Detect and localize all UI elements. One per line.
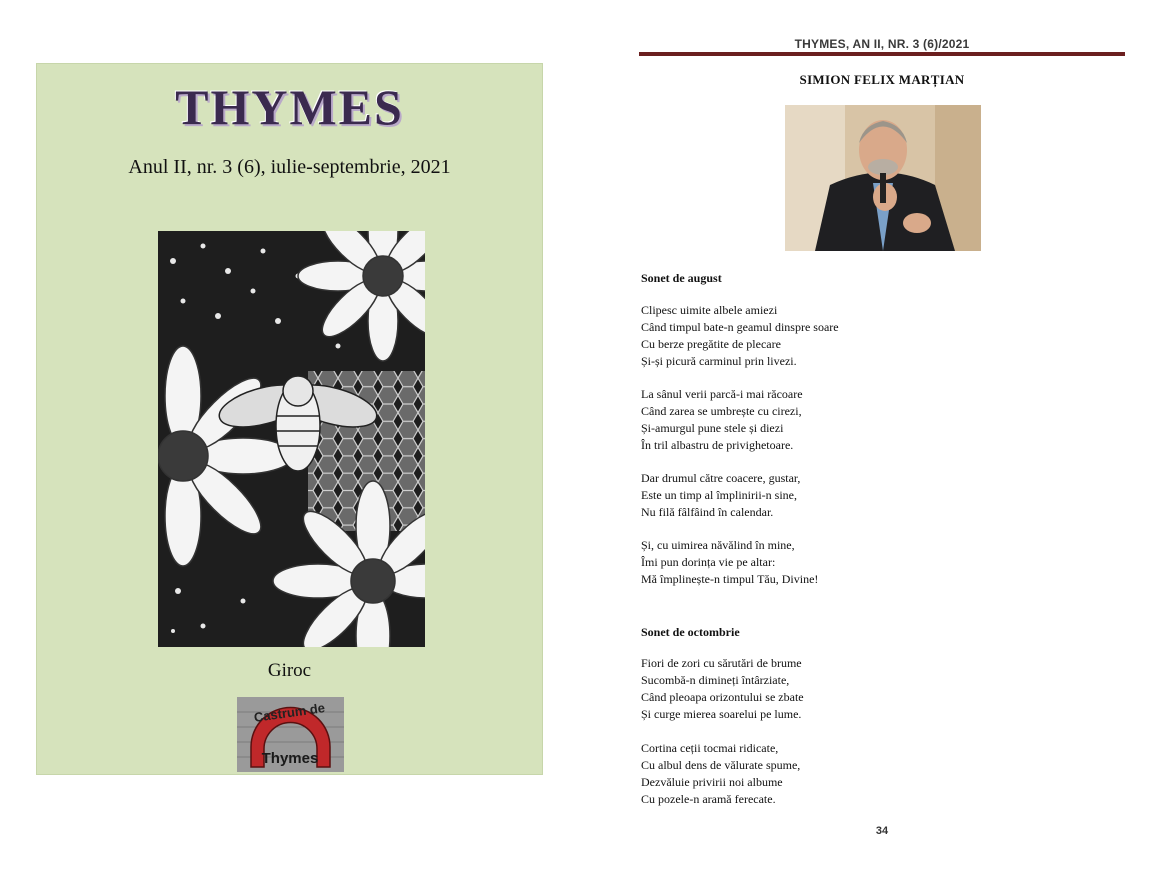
poem-title: Sonet de august <box>641 271 722 285</box>
cover-issue: Anul II, nr. 3 (6), iulie-septembrie, 2021 <box>128 156 451 178</box>
poem-line: Cu berze pregătite de plecare <box>641 337 781 351</box>
poem-line: Cu pozele-n aramă ferecate. <box>641 792 776 806</box>
poem-line: Clipesc uimite albele amiezi <box>641 303 778 317</box>
poem-line: Când zarea se umbrește cu cirezi, <box>641 404 802 418</box>
cover-artwork <box>158 231 425 647</box>
poem-line: Cortina ceții tocmai ridicate, <box>641 741 779 755</box>
poem-line: Îmi pun dorința vie pe altar: <box>641 555 776 569</box>
poem-line: Și curge mierea soarelui pe lume. <box>641 707 802 721</box>
poem-stanza <box>641 386 803 454</box>
poem-line: Și-amurgul pune stele și diezi <box>641 421 784 435</box>
logo-text-top: Castrum de <box>252 700 326 725</box>
poem-line: Fiori de zori cu sărutări de brume <box>641 656 802 670</box>
author-name: SIMION FELIX MARȚIAN <box>799 72 965 87</box>
page-number: 34 <box>875 825 889 837</box>
poem-line: Când timpul bate-n geamul dinspre soare <box>641 320 839 334</box>
poem-line: Dar drumul către coacere, gustar, <box>641 471 801 485</box>
poem-line: Este un timp al împlinirii-n sine, <box>641 488 797 502</box>
poem-line: Și-și picură carminul prin livezi. <box>641 354 797 368</box>
castrum-logo <box>237 697 344 772</box>
cover-artist: Giroc <box>267 660 312 681</box>
poem-stanza <box>641 655 804 723</box>
poem-line: Nu filă fâlfâind în calendar. <box>641 505 774 519</box>
poem-line: Dezvăluie privirii noi albume <box>641 775 783 789</box>
poem-title: Sonet de octombrie <box>641 625 740 639</box>
logo-text-bottom: Thymes <box>261 750 319 767</box>
poem-line: Și, cu uimirea năvălind în mine, <box>641 538 795 552</box>
poem-stanza <box>641 537 818 588</box>
poem-stanza <box>641 740 800 808</box>
author-photo <box>785 105 981 251</box>
castrum-logo-image <box>237 697 344 772</box>
author-photo-image <box>785 105 981 251</box>
poem-line: Când pleoapa orizontului se zbate <box>641 690 804 704</box>
poem-stanza <box>641 470 800 521</box>
header-rule <box>639 52 1125 56</box>
poem-line: În tril albastru de privighetoare. <box>641 438 794 452</box>
cover-title: THYMES <box>175 79 404 135</box>
poem-line: La sânul verii parcă-i mai răcoare <box>641 387 803 401</box>
poem-line: Cu albul dens de vălurate spume, <box>641 758 801 772</box>
poem-line: Mă împlinește-n timpul Tău, Divine! <box>641 572 819 586</box>
cover-page <box>36 63 543 775</box>
poem-line: Sucombă-n dimineți întârziate, <box>641 673 790 687</box>
cover-artwork-image <box>158 231 425 647</box>
running-head: THYMES, AN II, NR. 3 (6)/2021 <box>794 37 970 51</box>
poem-stanza <box>641 302 839 370</box>
